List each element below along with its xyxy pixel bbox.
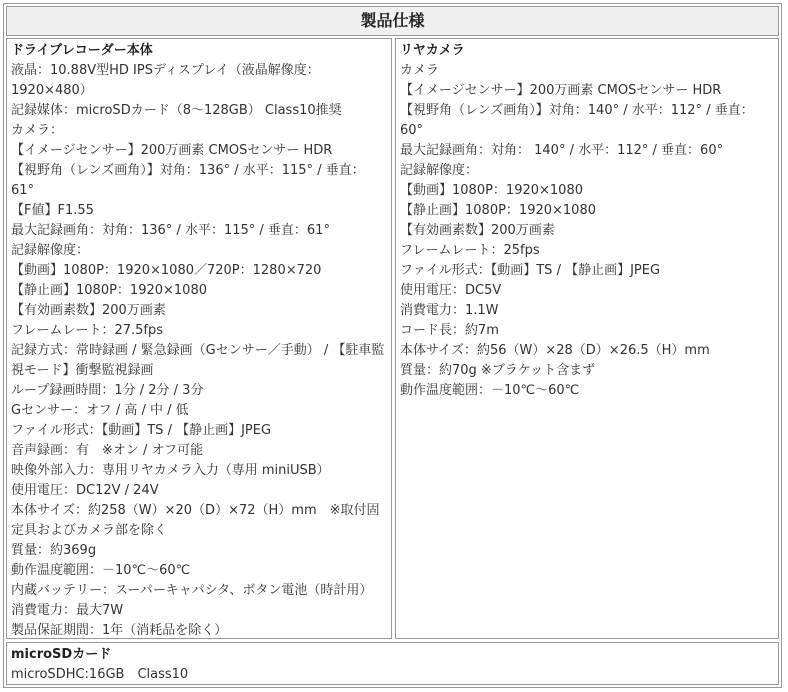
spec-line: 【動画】1080P：1920×1080 xyxy=(400,183,583,198)
spec-line: カメラ xyxy=(400,63,440,78)
spec-line: 動作温度範囲：－10℃～60℃ xyxy=(400,383,580,398)
spec-line: 映像外部入力：専用リヤカメラ入力（専用 miniUSB） xyxy=(11,463,330,478)
drive-recorder-lines xyxy=(11,61,391,641)
spec-line: 【動画】1080P：1920×1080／720P：1280×720 xyxy=(11,263,322,278)
spec-line: 【視野角（レンズ画角）】対角：136° / 水平：115° / 垂直： xyxy=(11,163,365,178)
spec-line: 音声録画：有 ※オン / オフ可能 xyxy=(11,443,204,458)
spec-line: 定具およびカメラ部を除く xyxy=(11,523,168,538)
spec-line: 61° xyxy=(11,183,35,198)
spec-line: 記録解像度： xyxy=(400,163,479,178)
spec-line: 【イメージセンサー】200万画素 CMOSセンサー HDR xyxy=(11,143,333,158)
spec-line: 記録方式：常時録画 / 緊急録画（Gセンサー／手動） / 【駐車監 xyxy=(11,343,385,358)
spec-line: 使用電圧：DC12V / 24V xyxy=(11,483,159,498)
drive-recorder-heading: ドライブレコーダー本体 xyxy=(11,43,153,58)
spec-line: 【視野角（レンズ画角）】対角：140° / 水平：112° / 垂直： xyxy=(400,103,754,118)
microsd-cell xyxy=(6,642,779,685)
spec-line: ループ録画時間：1分 / 2分 / 3分 xyxy=(11,383,204,398)
spec-line: ファイル形式：【動画】TS / 【静止画】JPEG xyxy=(400,263,661,278)
spec-line: 視モード】衝撃監視録画 xyxy=(11,363,154,378)
spec-line: 【静止画】1080P：1920×1080 xyxy=(11,283,207,298)
spec-line: 最大記録画角：対角：136° / 水平：115° / 垂直：61° xyxy=(11,223,330,238)
spec-line: 液晶：10.88V型HD IPSディスプレイ（液晶解像度： xyxy=(11,63,320,78)
microsd-lines xyxy=(11,665,778,685)
spec-line: 【有効画素数】200万画素 xyxy=(11,303,166,318)
spec-line: 【静止画】1080P：1920×1080 xyxy=(400,203,596,218)
drive-recorder-cell xyxy=(6,38,392,639)
spec-line: 質量：約70g ※ブラケット含まず xyxy=(400,363,596,378)
spec-line: 本体サイズ：約258（W）×20（D）×72（H）mm ※取付固 xyxy=(11,503,380,518)
spec-line: 質量：約369g xyxy=(11,543,97,558)
spec-line: コード長：約7m xyxy=(400,323,499,338)
spec-line: 製品保証期間：1年（消耗品を除く） xyxy=(11,623,228,638)
spec-line: カメラ： xyxy=(11,123,64,138)
spec-line: 【イメージセンサー】200万画素 CMOSセンサー HDR xyxy=(400,83,722,98)
spec-line: 【F値】F1.55 xyxy=(11,203,94,218)
spec-line: 消費電力：最大7W xyxy=(11,603,124,618)
spec-line: 記録解像度： xyxy=(11,243,90,258)
rear-camera-lines xyxy=(400,61,778,401)
rear-camera-heading: リヤカメラ xyxy=(400,43,465,58)
spec-line: 消費電力：1.1W xyxy=(400,303,499,318)
spec-line: 1920×480） xyxy=(11,83,93,98)
spec-line: ファイル形式：【動画】TS / 【静止画】JPEG xyxy=(11,423,272,438)
spec-line: Gセンサー：オフ / 高 / 中 / 低 xyxy=(11,403,189,418)
spec-line: 【有効画素数】200万画素 xyxy=(400,223,555,238)
spec-line: 動作温度範囲：－10℃～60℃ xyxy=(11,563,191,578)
spec-line: 最大記録画角：対角： 140° / 水平：112° / 垂直：60° xyxy=(400,143,724,158)
spec-line: フレームレート：27.5fps xyxy=(11,323,164,338)
spec-line: 60° xyxy=(400,123,424,138)
spec-line: 記録媒体：microSDカード（8～128GB） Class10推奨 xyxy=(11,103,342,118)
spec-title: 製品仕様 xyxy=(6,6,779,36)
spec-line: フレームレート：25fps xyxy=(400,243,540,258)
microsd-heading: microSDカード xyxy=(11,647,112,662)
spec-line: 本体サイズ：約56（W）×28（D）×26.5（H）mm xyxy=(400,343,710,358)
spec-line: 内蔵バッテリー：スーパーキャパシタ、ボタン電池（時計用） xyxy=(11,583,373,598)
spec-line: microSDHC:16GB Class10 xyxy=(11,667,189,682)
rear-camera-cell xyxy=(395,38,779,639)
spec-line: 使用電圧：DC5V xyxy=(400,283,502,298)
